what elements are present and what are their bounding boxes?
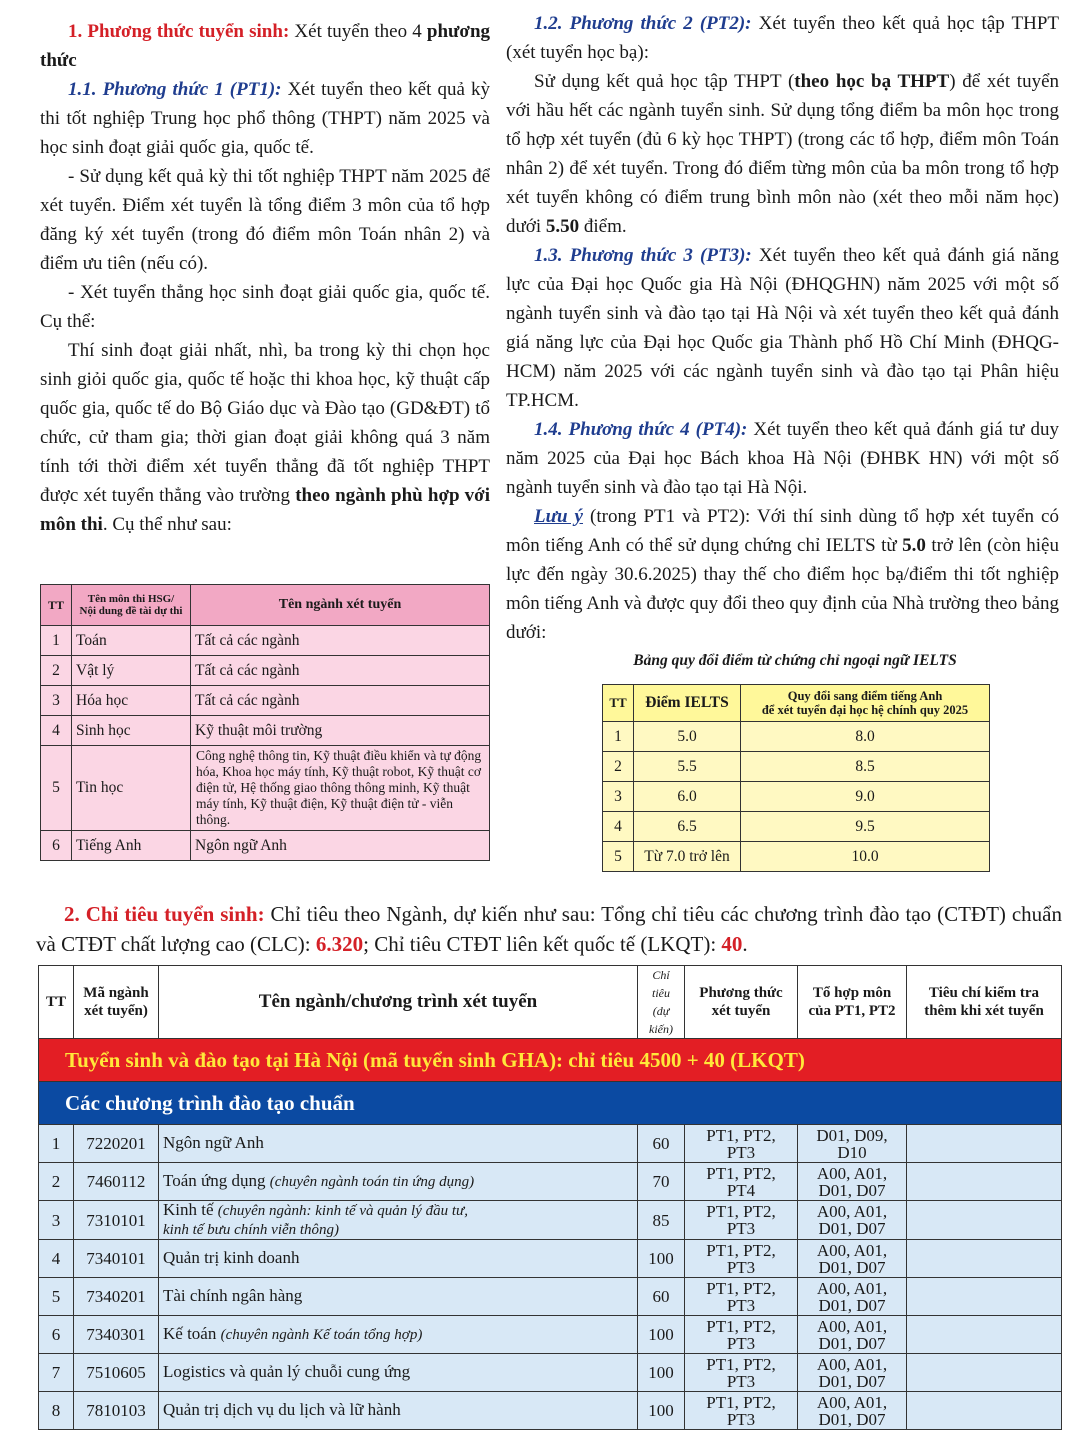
hsg-cell: 3 xyxy=(41,686,72,716)
method2-text: Xét tuyển theo kết quả học tập THPT (xét tuyển học bạ): xyxy=(506,13,1059,63)
hsg-header-major: Tên ngành xét tuyển xyxy=(191,585,490,626)
ielts-cell: 9.0 xyxy=(741,782,990,812)
row-combo: A00, A01, D01, D07 xyxy=(798,1392,907,1430)
ielts-cell: 4 xyxy=(603,812,634,842)
hsg-cell: 4 xyxy=(41,716,72,746)
ielts-cell: Từ 7.0 trở lên xyxy=(634,842,741,872)
row-combo: D01, D09, D10 xyxy=(798,1125,907,1163)
row-code: 7460112 xyxy=(74,1163,159,1201)
row-quota: 100 xyxy=(638,1316,685,1354)
ielts-cell: 8.5 xyxy=(741,752,990,782)
note-text-a: (trong PT1 và PT2): Với thí sinh dùng tổ hợp xét tuyển có môn tiếng Anh có thể sử dụng chứng chỉ IELTS từ xyxy=(506,506,1059,556)
section1-heading xyxy=(40,17,490,75)
lkqt-quota: 40 xyxy=(721,932,743,956)
row-tt: 5 xyxy=(39,1278,74,1316)
note-text-c: trở lên (còn hiệu lực đến ngày 30.6.2025) thay thế cho điểm học bạ/điểm thi tốt nghiệp môn tiếng Anh và được quy đổi theo quy định của Nhà trường theo bảng dưới: xyxy=(506,535,1059,643)
section2-title: 2. Chỉ tiêu tuyển sinh: xyxy=(64,902,265,926)
banner-hanoi xyxy=(39,1039,1062,1082)
ielts-header-row xyxy=(603,685,990,722)
method1-point1: - Sử dụng kết quả kỳ thi tốt nghiệp THPT năm 2025 để xét tuyển. Điểm xét tuyển là tổng điểm 3 môn của tổ hợp đăng ký xét tuyển (trong đó điểm môn Toán nhân 2) và điểm ưu tiên (nếu có). xyxy=(40,166,490,274)
header-tt: TT xyxy=(39,966,74,1039)
row-method: PT1, PT2, PT3 xyxy=(685,1240,798,1278)
table-row xyxy=(39,1240,1062,1278)
row-tt: 8 xyxy=(39,1392,74,1430)
ielts-cell: 1 xyxy=(603,722,634,752)
row-quota: 100 xyxy=(638,1240,685,1278)
method1-point3-end: . Cụ thể như sau: xyxy=(102,514,232,535)
row-tt: 1 xyxy=(39,1125,74,1163)
row-method: PT1, PT2, PT3 xyxy=(685,1316,798,1354)
hsg-header-tt: TT xyxy=(41,585,72,626)
method2-title: 1.2. Phương thức 2 (PT2): xyxy=(534,13,752,34)
row-name xyxy=(159,1316,638,1354)
ielts-header-tt: TT xyxy=(603,685,634,722)
ielts-cell: 5.0 xyxy=(634,722,741,752)
note-ielts-min: 5.0 xyxy=(902,535,926,556)
method1-title: 1.1. Phương thức 1 (PT1): xyxy=(68,79,282,100)
row-name-sub: (chuyên ngành: kinh tế và quản lý đầu tư, kinh tế bưu chính viễn thông) xyxy=(163,1203,468,1238)
row-extra xyxy=(907,1316,1062,1354)
row-quota: 70 xyxy=(638,1163,685,1201)
hsg-cell: Tiếng Anh xyxy=(72,831,191,861)
hsg-cell: Tin học xyxy=(72,746,191,831)
ielts-cell: 5 xyxy=(603,842,634,872)
table-row xyxy=(39,1201,1062,1240)
header-quota: Chỉ tiêu (dự kiến) xyxy=(638,966,685,1039)
section2-text-c: . xyxy=(742,932,748,956)
row-code: 7340101 xyxy=(74,1240,159,1278)
method1-point2: - Xét tuyển thẳng học sinh đoạt giải quốc gia, quốc tế. Cụ thể: xyxy=(40,282,490,332)
row-name xyxy=(159,1240,638,1278)
row-combo: A00, A01, D01, D07 xyxy=(798,1316,907,1354)
row-name-text: Tài chính ngân hàng xyxy=(163,1286,303,1305)
banner-hanoi-text: Tuyển sinh và đào tạo tại Hà Nội (mã tuyển sinh GHA): chỉ tiêu 4500 + 40 (LKQT) xyxy=(39,1039,1062,1082)
method1-point3-text: Thí sinh đoạt giải nhất, nhì, ba trong kỳ thi chọn học sinh giỏi quốc gia, quốc tế hoặc thi khoa học, kỹ thuật cấp quốc gia, quốc tế do Bộ Giáo dục và Đào tạo (GD&ĐT) tổ chức, cử tham gia; thời gian đoạt giải không quá 3 năm tính tới thời điểm xét tuyển thẳng đã tốt nghiệp THPT được xét tuyển thẳng vào trường xyxy=(40,340,490,506)
row-name xyxy=(159,1278,638,1316)
table-row xyxy=(603,722,990,752)
method4-text: Xét tuyển theo kết quả đánh giá tư duy năm 2025 của Đại học Bách khoa Hà Nội (ĐHBK HN) với một số ngành tuyển sinh và đào tạo tại Hà Nội. xyxy=(506,419,1059,498)
section1-title: 1. Phương thức tuyển sinh: xyxy=(68,21,290,42)
table-row xyxy=(603,812,990,842)
row-combo: A00, A01, D01, D07 xyxy=(798,1354,907,1392)
row-tt: 4 xyxy=(39,1240,74,1278)
hsg-table xyxy=(40,584,490,861)
table-row xyxy=(41,686,490,716)
row-quota: 85 xyxy=(638,1201,685,1240)
hsg-cell: Tất cả các ngành xyxy=(191,626,490,656)
row-quota: 60 xyxy=(638,1278,685,1316)
row-name-text: Kinh tế xyxy=(163,1200,218,1219)
row-tt: 3 xyxy=(39,1201,74,1240)
ielts-cell: 6.5 xyxy=(634,812,741,842)
row-extra xyxy=(907,1278,1062,1316)
section1-bold: phương thức xyxy=(40,21,491,71)
ielts-table xyxy=(602,684,990,872)
right-column xyxy=(506,9,1059,647)
ielts-cell: 8.0 xyxy=(741,722,990,752)
row-combo: A00, A01, D01, D07 xyxy=(798,1240,907,1278)
row-name-text: Ngôn ngữ Anh xyxy=(163,1133,264,1152)
row-extra xyxy=(907,1125,1062,1163)
hsg-cell: Ngôn ngữ Anh xyxy=(191,831,490,861)
banner-standard-text: Các chương trình đào tạo chuẩn xyxy=(39,1082,1062,1125)
method1-paragraph xyxy=(40,75,490,162)
method2-detail-e: điểm. xyxy=(579,216,627,237)
table-row xyxy=(41,746,490,831)
row-extra xyxy=(907,1392,1062,1430)
row-tt: 6 xyxy=(39,1316,74,1354)
table-row xyxy=(39,1125,1062,1163)
table-row xyxy=(39,1316,1062,1354)
row-method: PT1, PT2, PT3 xyxy=(685,1125,798,1163)
hsg-cell: Vật lý xyxy=(72,656,191,686)
header-combo: Tổ hợp môn của PT1, PT2 xyxy=(798,966,907,1039)
hsg-cell: Hóa học xyxy=(72,686,191,716)
ielts-header-score: Điểm IELTS xyxy=(634,685,741,722)
table-row xyxy=(41,831,490,861)
method2-min-score: 5.50 xyxy=(545,216,580,237)
row-method: PT1, PT2, PT3 xyxy=(685,1354,798,1392)
row-code: 7340201 xyxy=(74,1278,159,1316)
quota-header-row xyxy=(39,966,1062,1039)
header-name: Tên ngành/chương trình xét tuyển xyxy=(159,966,638,1039)
row-extra xyxy=(907,1240,1062,1278)
row-name-text: Quản trị kinh doanh xyxy=(163,1248,300,1267)
ielts-cell: 5.5 xyxy=(634,752,741,782)
hsg-cell: 6 xyxy=(41,831,72,861)
table-row xyxy=(41,716,490,746)
ielts-cell: 10.0 xyxy=(741,842,990,872)
ielts-cell: 9.5 xyxy=(741,812,990,842)
section2-text-b: ; Chỉ tiêu CTĐT liên kết quốc tế (LKQT): xyxy=(363,932,722,956)
row-code: 7340301 xyxy=(74,1316,159,1354)
section2 xyxy=(36,899,1062,959)
table-row xyxy=(39,1278,1062,1316)
header-extra: Tiêu chí kiểm tra thêm khi xét tuyển xyxy=(907,966,1062,1039)
row-tt: 2 xyxy=(39,1163,74,1201)
row-name xyxy=(159,1392,638,1430)
method3-text: Xét tuyển theo kết quả đánh giá năng lực của Đại học Quốc gia Hà Nội (ĐHQGHN) năm 2025 với một số ngành tuyển sinh và đào tạo tại Hà Nội và xét tuyển theo kết quả đánh giá năng lực của Đại học Quốc gia Thành phố Hồ Chí Minh (ĐHQG-HCM) năm 2025 với các ngành tuyển sinh và đào tạo tại Phân hiệu TP.HCM. xyxy=(506,245,1059,411)
hsg-cell: 1 xyxy=(41,626,72,656)
quota-table xyxy=(38,965,1062,1430)
row-name xyxy=(159,1201,638,1240)
method2-detail-c: ) để xét tuyển với hầu hết các ngành tuyển sinh. Sử dụng tổng điểm ba môn học trong tổ hợp xét tuyển (đủ 6 kỳ học THPT) (trong các tổ hợp, điểm môn Toán nhân 2) để xét tuyển. Trong đó điểm từng môn của ba môn trong tổ hợp xét tuyển không có điểm trung bình môn nào (xét theo mỗi năm học) dưới xyxy=(506,71,1060,237)
row-name xyxy=(159,1125,638,1163)
row-name-sub: (chuyên ngành toán tin ứng dụng) xyxy=(269,1174,475,1190)
row-method: PT1, PT2, PT3 xyxy=(685,1392,798,1430)
section2-text-a: Chỉ tiêu theo Ngành, dự kiến như sau: Tổng chỉ tiêu các chương trình đào tạo (CTĐT) chuẩn và CTĐT chất lượng cao (CLC): xyxy=(36,902,1062,956)
ielts-cell: 2 xyxy=(603,752,634,782)
table-row xyxy=(41,656,490,686)
method1-text: Xét tuyển theo kết quả kỳ thi tốt nghiệp Trung học phổ thông (THPT) năm 2025 và học sinh đoạt giải quốc gia, quốc tế. xyxy=(40,79,490,158)
row-quota: 100 xyxy=(638,1392,685,1430)
row-code: 7810103 xyxy=(74,1392,159,1430)
method2-detail-bold: theo học bạ THPT xyxy=(794,71,950,92)
method3-title: 1.3. Phương thức 3 (PT3): xyxy=(534,245,752,266)
section2-paragraph xyxy=(36,899,1062,959)
row-name-text: Kế toán xyxy=(163,1324,221,1343)
hsg-cell: Sinh học xyxy=(72,716,191,746)
hsg-header-subject: Tên môn thi HSG/ Nội dung đề tài dự thi xyxy=(72,585,191,626)
ielts-cell: 3 xyxy=(603,782,634,812)
total-quota: 6.320 xyxy=(315,932,364,956)
hsg-cell: 5 xyxy=(41,746,72,831)
row-extra xyxy=(907,1163,1062,1201)
hsg-cell: Kỹ thuật môi trường xyxy=(191,716,490,746)
row-quota: 60 xyxy=(638,1125,685,1163)
row-combo: A00, A01, D01, D07 xyxy=(798,1163,907,1201)
table-row xyxy=(41,626,490,656)
header-code: Mã ngành xét tuyển) xyxy=(74,966,159,1039)
hsg-cell: Công nghệ thông tin, Kỹ thuật điều khiển và tự động hóa, Khoa học máy tính, Kỹ thuật robot, Kỹ thuật cơ điện tử, Hệ thống giao thông thông minh, Kỹ thuật máy tính, Kỹ thuật điện, Kỹ thuật điện tử - viễn thông. xyxy=(191,746,490,831)
row-code: 7220201 xyxy=(74,1125,159,1163)
table-row xyxy=(603,842,990,872)
hsg-header-row xyxy=(41,585,490,626)
note-paragraph xyxy=(506,502,1059,647)
row-name-text: Toán ứng dụng xyxy=(163,1171,270,1190)
row-name-sub: (chuyên ngành Kế toán tổng hợp) xyxy=(220,1327,423,1343)
row-code: 7310101 xyxy=(74,1201,159,1240)
table-row xyxy=(603,752,990,782)
row-method: PT1, PT2, PT3 xyxy=(685,1278,798,1316)
method2-detail xyxy=(506,67,1059,241)
row-method: PT1, PT2, PT3 xyxy=(685,1201,798,1240)
row-name-text: Quản trị dịch vụ du lịch và lữ hành xyxy=(163,1400,401,1419)
row-method: PT1, PT2, PT4 xyxy=(685,1163,798,1201)
table-row xyxy=(39,1354,1062,1392)
method2-detail-a: Sử dụng kết quả học tập THPT ( xyxy=(534,71,795,92)
row-name xyxy=(159,1163,638,1201)
banner-standard xyxy=(39,1082,1062,1125)
row-quota: 100 xyxy=(638,1354,685,1392)
header-method: Phương thức xét tuyển xyxy=(685,966,798,1039)
row-code: 7510605 xyxy=(74,1354,159,1392)
row-name xyxy=(159,1354,638,1392)
row-extra xyxy=(907,1354,1062,1392)
hsg-cell: 2 xyxy=(41,656,72,686)
table-row xyxy=(603,782,990,812)
method1-point3-bold: theo ngành phù hợp với môn thi xyxy=(40,485,490,535)
method2-paragraph xyxy=(506,9,1059,67)
method4-title: 1.4. Phương thức 4 (PT4): xyxy=(534,419,748,440)
ielts-cell: 6.0 xyxy=(634,782,741,812)
table-row xyxy=(39,1163,1062,1201)
ielts-caption: Bảng quy đổi điểm từ chứng chỉ ngoại ngữ IELTS xyxy=(633,652,957,669)
hsg-cell: Toán xyxy=(72,626,191,656)
method1-point3 xyxy=(40,336,490,539)
note-label: Lưu ý xyxy=(534,506,583,527)
hsg-cell: Tất cả các ngành xyxy=(191,656,490,686)
method4-paragraph xyxy=(506,415,1059,502)
section1-text: Xét tuyển theo 4 xyxy=(289,21,427,42)
method3-paragraph xyxy=(506,241,1059,415)
row-combo: A00, A01, D01, D07 xyxy=(798,1201,907,1240)
row-tt: 7 xyxy=(39,1354,74,1392)
table-row xyxy=(39,1392,1062,1430)
row-name-text: Logistics và quản lý chuỗi cung ứng xyxy=(163,1362,411,1381)
left-column xyxy=(40,17,490,539)
hsg-cell: Tất cả các ngành xyxy=(191,686,490,716)
row-extra xyxy=(907,1201,1062,1240)
ielts-header-convert: Quy đổi sang điểm tiếng Anh để xét tuyển đại học hệ chính quy 2025 xyxy=(741,685,990,722)
row-combo: A00, A01, D01, D07 xyxy=(798,1278,907,1316)
